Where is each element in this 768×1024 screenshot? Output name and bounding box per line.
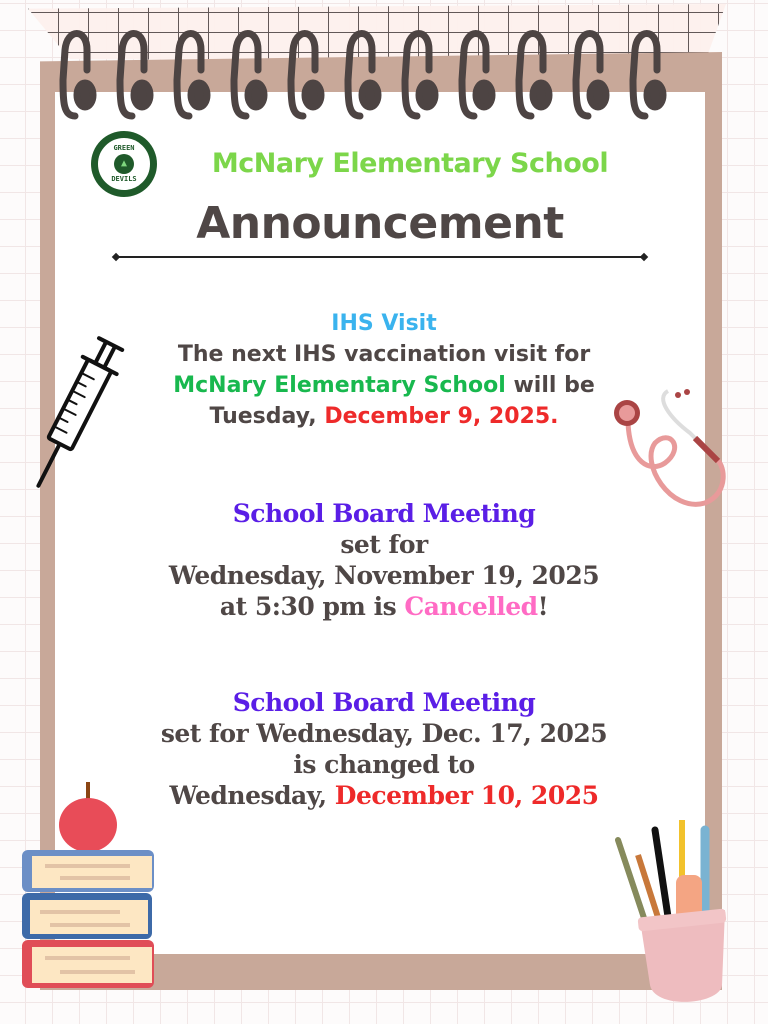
school-logo <box>91 131 157 197</box>
syringe-icon <box>30 330 125 495</box>
announcement-line: is changed to <box>293 750 475 779</box>
school-name-highlight: McNary Elementary School <box>173 373 506 398</box>
logo-bottom-text: DEVILS <box>111 175 137 183</box>
cancelled-highlight: Cancelled <box>404 592 538 621</box>
announcement-line <box>120 780 648 811</box>
announcement-line: set for Wednesday, Dec. 17, 2025 <box>160 719 608 748</box>
announcement-line: set for <box>340 530 428 559</box>
date-highlight: December 10, 2025 <box>334 781 599 810</box>
announcement-heading: IHS Visit <box>331 311 437 336</box>
announcement-text: at 5:30 pm is <box>219 592 405 621</box>
announcement-text: ! <box>537 592 549 621</box>
announcement-board-cancelled <box>120 498 648 622</box>
pencil-cup-icon <box>610 815 735 1010</box>
announcement-heading: School Board Meeting <box>232 688 536 717</box>
books-apple-icon <box>20 780 160 995</box>
stethoscope-icon <box>610 383 730 518</box>
announcement-line <box>120 370 648 401</box>
date-highlight: December 9, 2025. <box>324 404 559 429</box>
announcement-text: Wednesday, <box>169 781 335 810</box>
logo-top-text: GREEN <box>113 144 135 152</box>
announcement-board-changed <box>120 687 648 811</box>
announcement-line <box>120 401 648 432</box>
announcement-text: will be <box>505 373 595 398</box>
title-divider <box>116 256 644 258</box>
devil-mascot-icon: ▲ <box>114 154 134 174</box>
announcement-line: The next IHS vaccination visit for <box>177 342 591 367</box>
announcement-line: Wednesday, November 19, 2025 <box>168 561 600 590</box>
spiral-rings-icon <box>55 20 695 120</box>
announcement-line <box>120 591 648 622</box>
school-name: McNary Elementary School <box>211 148 609 179</box>
announcement-text: Tuesday, <box>209 404 325 429</box>
announcement-heading: School Board Meeting <box>232 499 536 528</box>
announcement-ihs-visit <box>120 308 648 432</box>
page-title: Announcement <box>196 198 564 249</box>
spiral-rings <box>55 20 695 120</box>
